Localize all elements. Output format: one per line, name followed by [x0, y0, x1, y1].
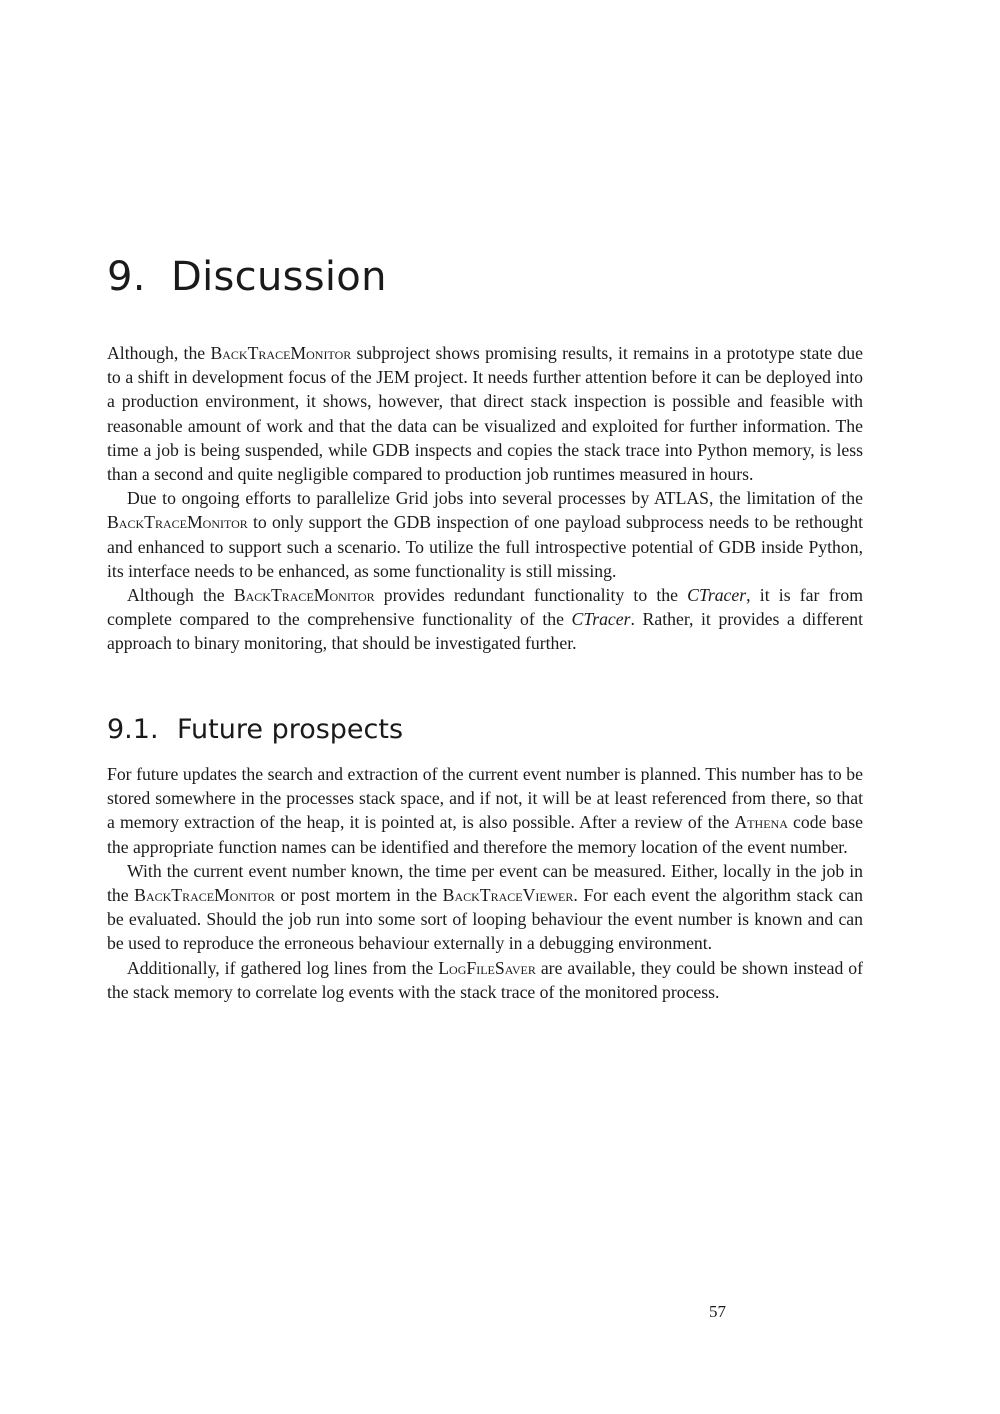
paragraph	[107, 956, 863, 1004]
software-name: LogFileSaver	[438, 957, 536, 978]
text-run: to only support the GDB inspection of one payload subprocess needs to be rethought and enhanced to support such a scenario. To utilize the full introspective potential of GDB inside Python, its interface needs to be enhanced, as some functionality is still missing.	[107, 512, 863, 581]
chapter-number: 9.	[107, 254, 146, 300]
software-name: Athena	[734, 812, 788, 833]
text-run: With the current event number known, the time per event can be measured. Either, locally in the job in the	[107, 860, 863, 906]
text-run: code base the appropriate function names can be identified and therefore the memory location of the event number.	[107, 812, 863, 857]
italic-term: CTracer	[571, 609, 631, 630]
software-name: BackTraceMonitor	[134, 885, 275, 906]
text-run: Due to ongoing efforts to parallelize Grid jobs into several processes by ATLAS, the limitation of the	[127, 488, 863, 509]
text-run: or post mortem in the	[274, 885, 443, 906]
section-heading	[107, 714, 403, 745]
software-name: BackTraceMonitor	[107, 512, 248, 533]
text-run: Although, the	[107, 343, 211, 363]
software-name: BackTraceMonitor	[233, 585, 375, 606]
software-name: BackTraceMonitor	[210, 343, 352, 363]
paragraph	[107, 486, 863, 583]
text-run: are available, they could be shown instead of the stack memory to correlate log events with the stack trace of the monitored process.	[107, 957, 864, 1002]
text-run: Although the	[127, 585, 234, 606]
paragraph	[107, 859, 863, 956]
text-run: , it is far from complete compared to the comprehensive functionality of the	[107, 585, 863, 630]
text-run: subproject shows promising results, it remains in a prototype state due to a shift in development focus of the JEM project. It needs further attention before it can be deployed into a production environment, it shows, however, that direct stack inspection is possible and feasible with reasonable amount of work and that the data can be visualized and exploited for further information. The time a job is being suspended, while GDB inspects and copies the stack trace into Python memory, is less than a second and quite negligible compared to production job runtimes measured in hours.	[107, 343, 863, 485]
text-run: For future updates the search and extraction of the current event number is planned. This number has to be stored somewhere in the processes stack space, and if not, it will be at least referenced from there, so that a memory extraction of the heap, it is pointed at, is also possible. After a review of the	[107, 764, 863, 833]
software-name: BackTraceViewer	[442, 885, 574, 906]
section-body	[107, 762, 863, 1004]
chapter-heading	[107, 254, 387, 300]
chapter-title: Discussion	[171, 254, 387, 300]
text-run: provides redundant functionality to the	[374, 585, 688, 606]
section-title: Future prospects	[177, 714, 404, 745]
paragraph	[107, 762, 863, 859]
italic-term: CTracer	[687, 585, 747, 606]
chapter-body	[107, 341, 863, 656]
text-run: . For each event the algorithm stack can be evaluated. Should the job run into some sort of looping behaviour the event number is known and can be used to reproduce the erroneous behaviour externally in a debugging environment.	[107, 885, 863, 954]
paragraph	[107, 341, 863, 486]
text-run: . Rather, it provides a different approach to binary monitoring, that should be investigated further.	[107, 609, 863, 654]
paragraph	[107, 583, 863, 656]
page-number: 57	[709, 1302, 726, 1321]
text-run: Additionally, if gathered log lines from the	[127, 957, 439, 978]
section-number: 9.1.	[107, 714, 159, 745]
page	[107, 0, 863, 1414]
